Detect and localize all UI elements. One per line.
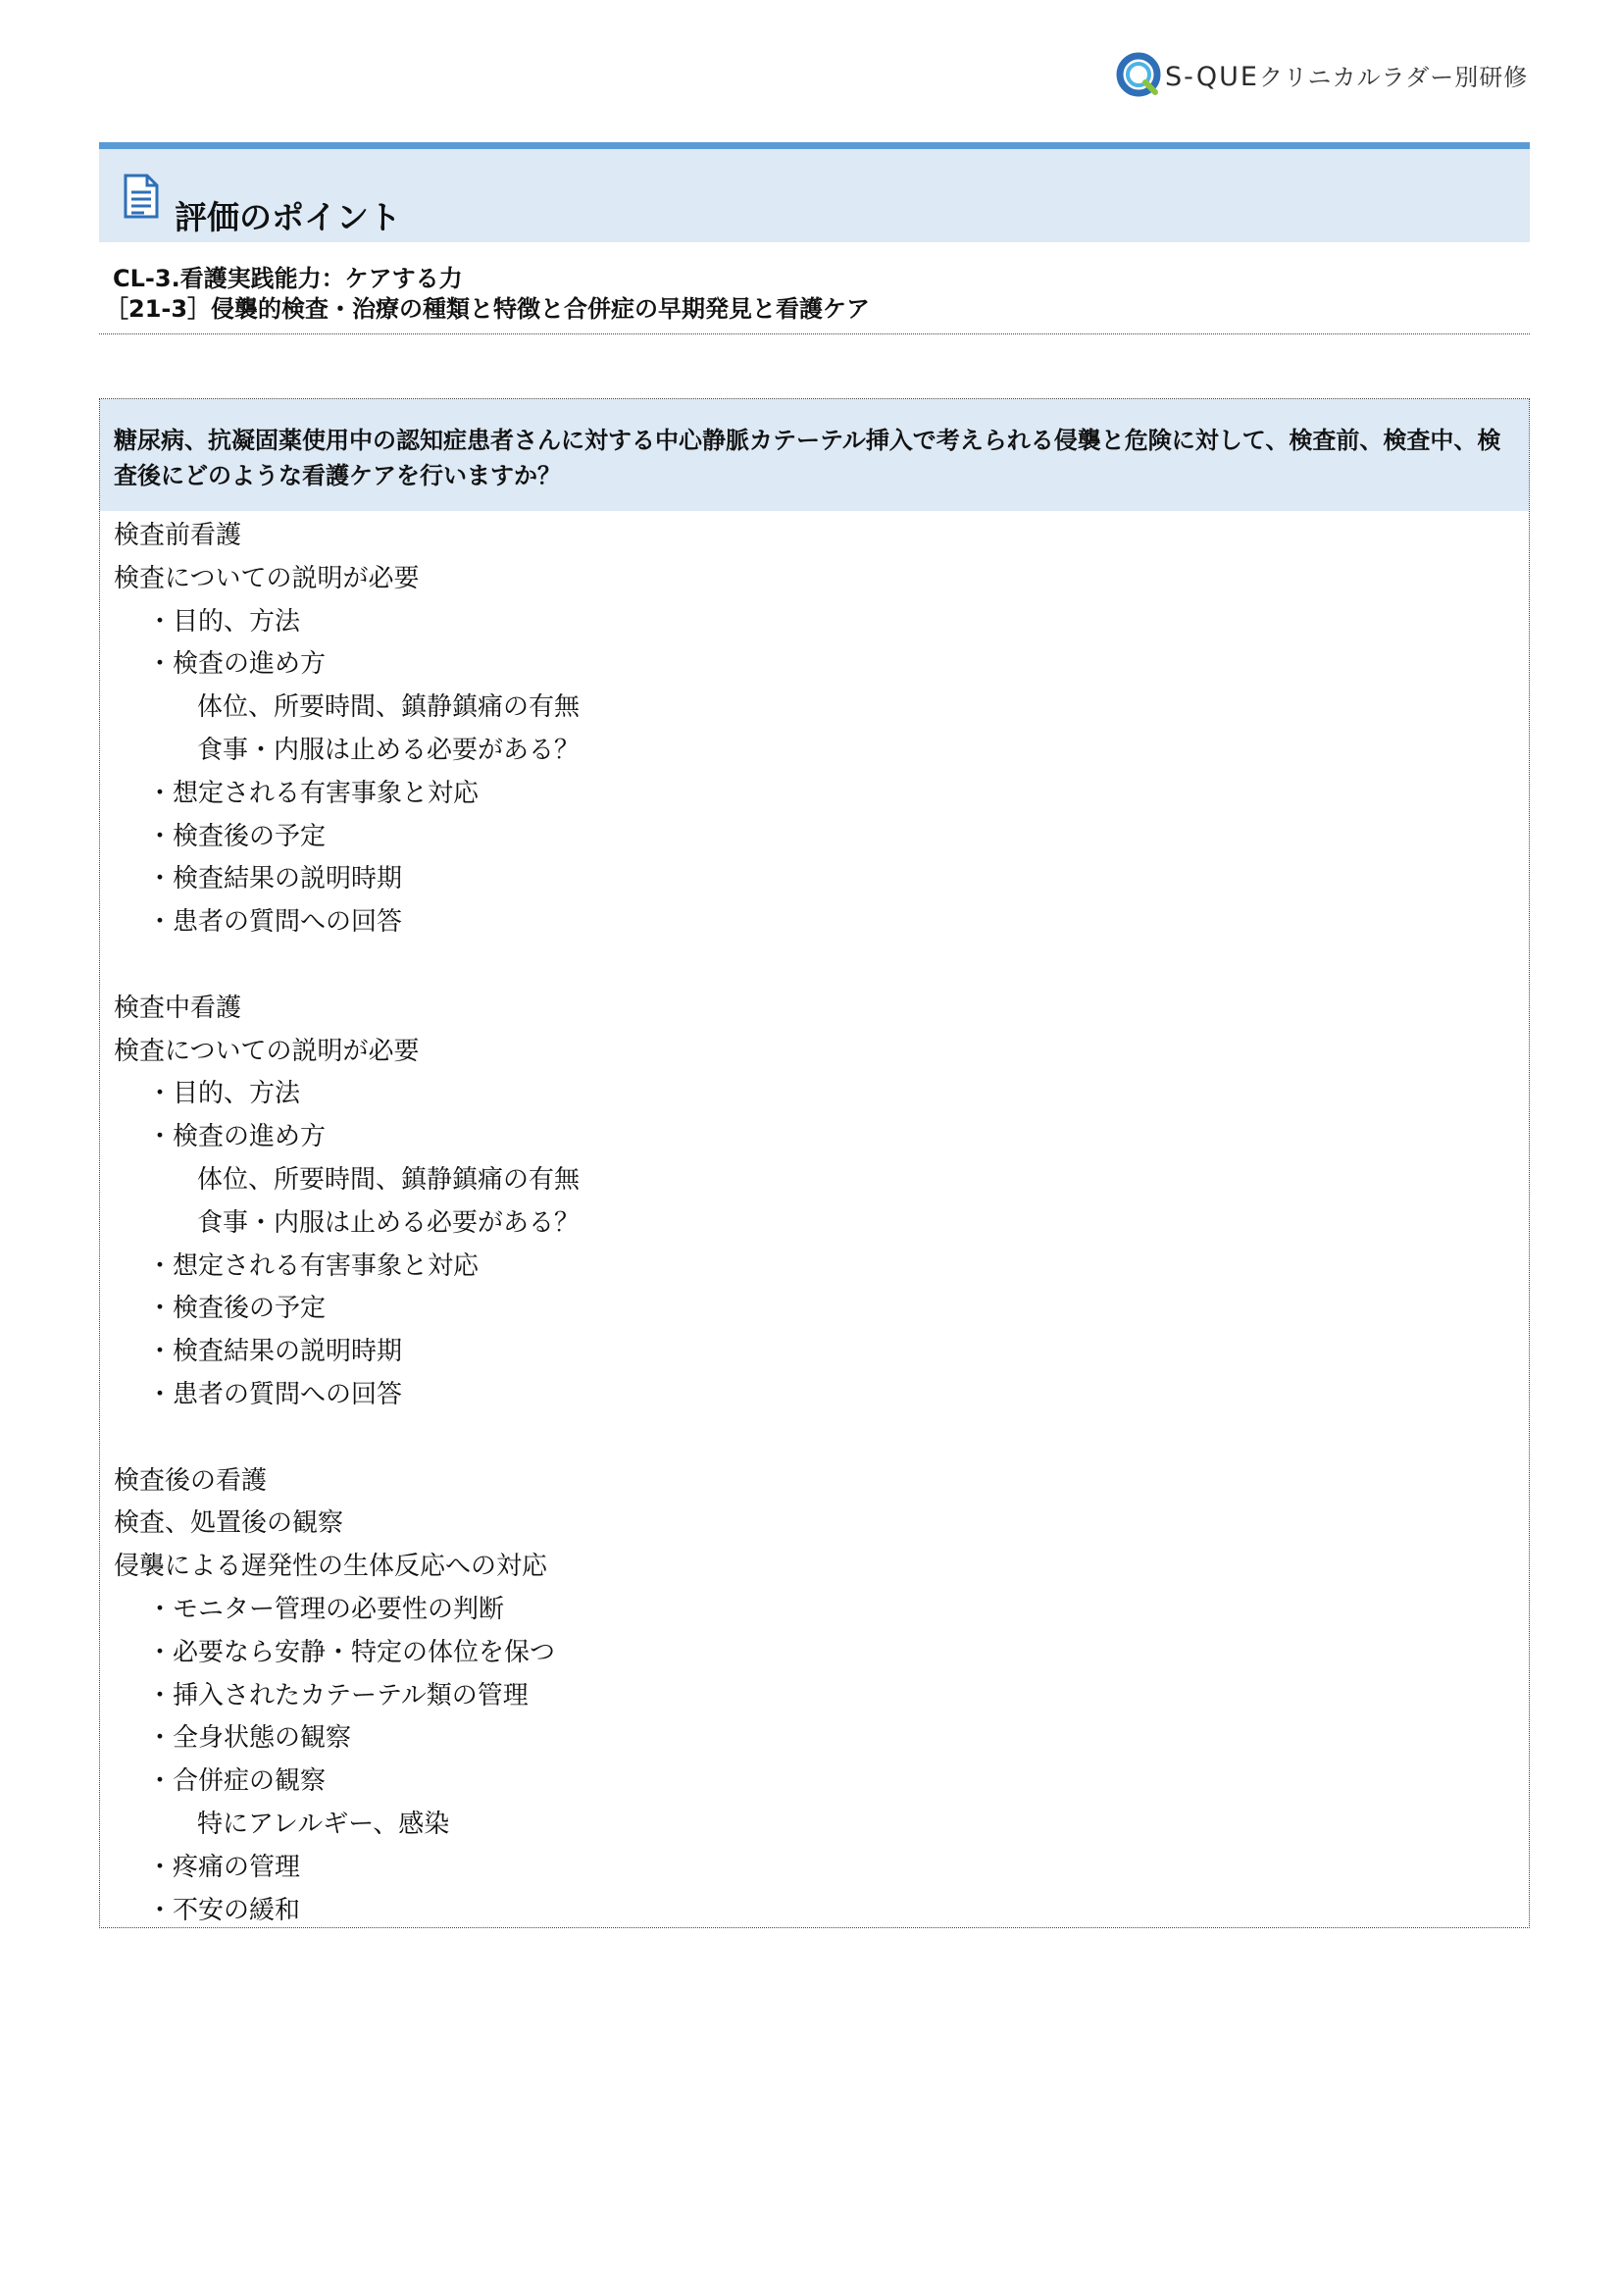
answer-bullet-line: ・検査結果の説明時期 [147, 864, 403, 894]
answer-bullet-line: ・想定される有害事象と対応 [147, 778, 480, 808]
answer-detail-line: 食事・内服は止める必要がある？ [197, 735, 581, 765]
answer-heading-line: 検査後の看護 [114, 1465, 268, 1496]
competency-label: CL-3.看護実践能力：ケアする力 [113, 265, 463, 292]
logo [1116, 49, 1528, 100]
answer-bullet-line: ・検査の進め方 [147, 1122, 327, 1152]
document-icon [123, 173, 160, 220]
topic-label: ［21-3］侵襲的検査・治療の種類と特徴と合併症の早期発見と看護ケア [105, 295, 871, 323]
logo-brand: S-QUE [1165, 61, 1259, 92]
blank-line [114, 1417, 1515, 1460]
answer-bullet-line: ・検査後の予定 [147, 1294, 327, 1324]
answer-heading-line: 検査についての説明が必要 [114, 1036, 420, 1066]
divider [99, 333, 1530, 334]
answer-bullet-line: ・検査の進め方 [147, 649, 327, 680]
answer-bullet-line: ・モニター管理の必要性の判断 [147, 1594, 505, 1624]
answer-bullet-line: ・不安の緩和 [147, 1895, 301, 1925]
answer-heading-line: 検査前看護 [114, 521, 242, 550]
logo-mark-icon [1116, 52, 1161, 97]
answer-detail-line: 食事・内服は止める必要がある？ [197, 1207, 581, 1238]
answer-bullet-line: ・疼痛の管理 [147, 1852, 301, 1882]
qa-box [99, 398, 1530, 1928]
answer-bullet-line: ・患者の質問への回答 [147, 907, 403, 938]
answer-bullet-line: ・全身状態の観察 [147, 1723, 352, 1754]
answer-bullet-line: ・合併症の観察 [147, 1766, 327, 1797]
answer-bullet-line: ・検査後の予定 [147, 821, 327, 851]
answer-heading-line: 検査についての説明が必要 [114, 563, 420, 593]
section-header [99, 142, 1530, 242]
logo-text [1165, 58, 1528, 92]
answer-heading-line: 検査中看護 [114, 993, 242, 1023]
question-text: 糖尿病、抗凝固薬使用中の認知症患者さんに対する中心静脈カテーテル挿入で考えられる侵襲と危険に対して、検査前、検査中、検査後にどのような看護ケアを行いますか？ [100, 399, 1529, 511]
answer-bullet-line: ・検査結果の説明時期 [147, 1337, 403, 1367]
answer-bullet-line: ・挿入されたカテーテル類の管理 [147, 1680, 529, 1710]
answer-bullet-line: ・患者の質問への回答 [147, 1379, 403, 1409]
answer-bullet-line: ・目的、方法 [147, 1079, 301, 1109]
answer-heading-line: 検査、処置後の観察 [114, 1508, 344, 1539]
answer-heading-line: 侵襲による遅発性の生体反応への対応 [114, 1552, 548, 1582]
answer-detail-line: 特にアレルギー、感染 [197, 1809, 450, 1839]
answer-bullet-line: ・想定される有害事象と対応 [147, 1250, 480, 1281]
logo-tagline: クリニカルラダー別研修 [1258, 63, 1529, 91]
page-title: 評価のポイント [175, 198, 401, 236]
answer-detail-line: 体位、所要時間、鎮静鎮痛の有無 [197, 692, 581, 723]
answer-detail-line: 体位、所要時間、鎮静鎮痛の有無 [197, 1164, 581, 1195]
blank-line [114, 944, 1515, 988]
answer-body [100, 511, 1529, 1932]
answer-bullet-line: ・必要なら安静・特定の体位を保つ [147, 1637, 556, 1667]
answer-bullet-line: ・目的、方法 [147, 606, 301, 637]
